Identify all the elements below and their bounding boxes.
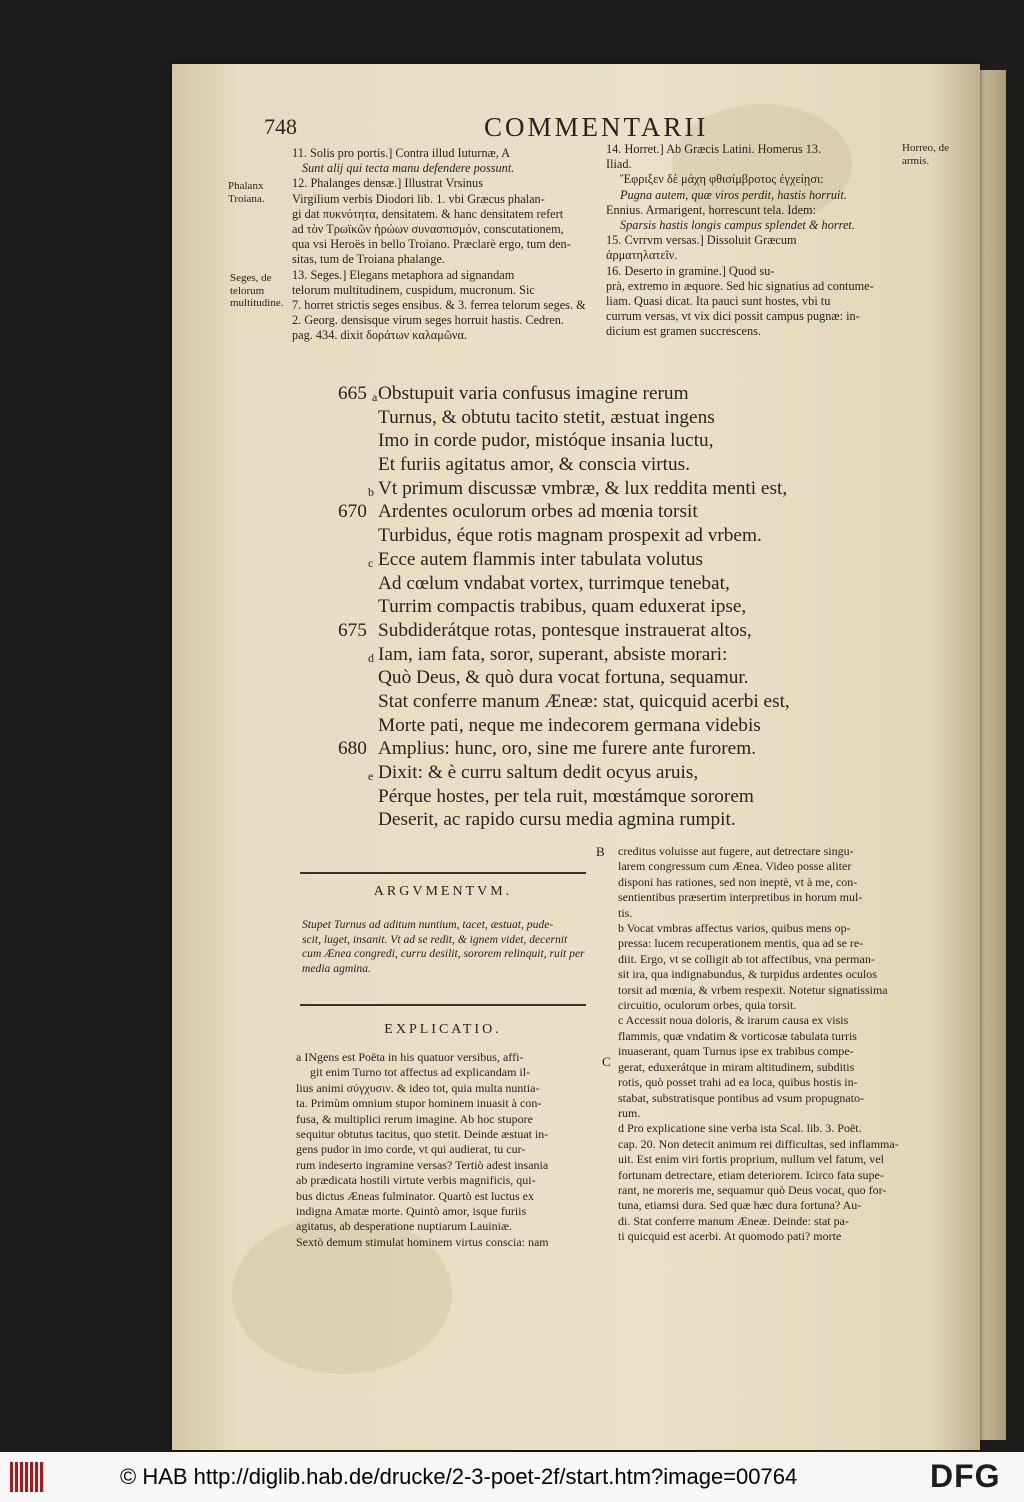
- explicatio-line: a INgens est Poëta in his quatuor versibus, affi-: [296, 1050, 524, 1064]
- verse-text: Ardentes oculorum orbes ad mœnia torsit: [378, 501, 698, 523]
- verse-text: Deserit, ac rapido cursu media agmina rumpit.: [378, 809, 736, 831]
- explicatio-title: EXPLICATIO.: [384, 1022, 502, 1037]
- verse-text: Vt primum discussæ vmbræ, & lux reddita menti est,: [378, 477, 788, 499]
- verse-text: Ecce autem flammis inter tabulata volutus: [378, 548, 703, 570]
- margin-note-phalanx: Phalanx Troiana.: [228, 180, 265, 205]
- page-number: 748: [264, 114, 297, 139]
- right-column-line: gerat, eduxerátque in miram altitudinem, subditis: [618, 1059, 855, 1074]
- note-line: 11. Solis pro portis.] Contra illud Iuturnæ, A: [292, 146, 511, 160]
- explicatio-line: sequitur obtutus tacitus, quo stetit. Deinde æstuat in-: [296, 1127, 549, 1142]
- note-line: 16. Deserto in gramine.] Quod su-: [606, 263, 775, 278]
- verse-number: 680: [338, 738, 367, 760]
- note-line: Iliad.: [606, 157, 632, 172]
- right-column-line: rotis, quò posset trahi ad ea loca, quibus hostis in-: [618, 1075, 858, 1090]
- explicatio-line: git enim Turno tot affectus ad explicandam il-: [310, 1065, 531, 1080]
- right-column-line: fortunam detrectare, etiam deteriorem. Icirco fata supe-: [618, 1167, 884, 1182]
- hab-logo-icon: [10, 1462, 44, 1492]
- argumentum-line: cum Ænea congredi, curru desilit, sororem relinquit, ruit per: [302, 947, 585, 960]
- rule-top: [300, 872, 586, 874]
- explicatio-line: fusa, & multiplici rerum imagine. Ab hoc stupore: [296, 1111, 533, 1126]
- note-line: pag. 434. dixit δοράτων καλαμῶνα.: [292, 328, 468, 343]
- right-column-line: torsit ad mœnia, & vrbem respexit. Notetur signatissima: [618, 982, 888, 997]
- right-column: [618, 844, 899, 1245]
- argumentum-line: Stupet Turnus ad aditum nuntium, tacet, æstuat, pude-: [302, 918, 554, 931]
- explicatio-line: gens pudor in imo corde, vt qui audierat, tu cur-: [296, 1142, 526, 1157]
- note-line: telorum multitudinem, cuspidum, mucronum. Sic: [292, 282, 535, 297]
- verse-number: 670: [338, 501, 367, 523]
- margin-note-horreo: Horreo, de armis.: [902, 142, 950, 167]
- explicatio-line: ab prædicata hostili virtute verbis magnificis, qui-: [296, 1173, 536, 1188]
- note-line: 15. Cvrrvm versas.] Dissoluit Græcum: [606, 233, 797, 248]
- note-line: 7. horret strictis seges ensibus. & 3. ferrea telorum seges. &: [292, 298, 586, 313]
- right-column-line: uit. Est enim viri fortis proprium, nullum vel fatum, vel: [618, 1152, 884, 1167]
- column-letter-b: B: [596, 844, 605, 859]
- footer-bar: [0, 1452, 1024, 1502]
- explicatio-text: [296, 1050, 549, 1250]
- verse-text: Turbidus, éque rotis magnam prospexit ad vrbem.: [378, 525, 762, 547]
- note-line: 2. Georg. densisque virum seges horruit hastis. Cedren.: [292, 313, 564, 328]
- explicatio-line: bus dictus Æneas fulminator. Quartò est luctus ex: [296, 1188, 534, 1203]
- argumentum-title: ARGVMENTVM.: [373, 884, 513, 899]
- verse-text: Et furiis agitatus amor, & conscia virtus.: [378, 454, 690, 476]
- running-head: COMMENTARII: [484, 112, 709, 142]
- verse-text: Dixit: & è curru saltum dedit ocyus aruis,: [378, 762, 699, 783]
- note-line: qua vsi Heroës in bello Troiano. Præclarè ergo, tum den-: [292, 237, 571, 252]
- right-column-line: sit ira, qua indignabundus, & turpidus ardentes oculos: [618, 967, 877, 982]
- right-column-line: sentientibus præsertim interpretibus in horum mul-: [618, 890, 863, 905]
- verse-text: Turrim compactis trabibus, quam eduxerat ipse,: [378, 596, 747, 618]
- right-column-line: diit. Ergo, vt se colligit ab tot affectibus, vna perman-: [618, 951, 875, 966]
- note-line: gi dat πυκνότητα, densitatem. & hanc densitatem refert: [292, 206, 564, 221]
- verse-text: Subdiderátque rotas, pontesque instrauerat altos,: [378, 619, 752, 641]
- right-column-line: ti quicquid est acerbi. At quomodo pati? morte: [618, 1229, 842, 1244]
- right-column-line: cap. 20. Non detecit animum rei difficultas, sed inflamma-: [618, 1136, 899, 1151]
- note-line: ἁρματηλατεῖν.: [606, 248, 678, 263]
- right-column-line: b Vocat vmbras affectus varios, quibus mens op-: [618, 921, 851, 936]
- margin-note-seges: Seges, de telorum multitudine.: [230, 272, 284, 310]
- column-letter-c: C: [602, 1054, 611, 1069]
- note-line: Sparsis hastis longis campus splendet & horret.: [620, 218, 855, 233]
- note-line: dicium est gramen succrescens.: [606, 324, 762, 339]
- right-column-line: disponi has rationes, sed non ineptè, vt à me, con-: [618, 874, 858, 889]
- verse-text: Quò Deus, & quò dura vocat fortuna, sequamur.: [378, 667, 749, 689]
- note-line: currum versas, vt vix dici possit campus pugnæ: in-: [606, 309, 860, 324]
- right-column-line: pressa: lucem recuperationem mentis, qua ad se re-: [618, 936, 864, 951]
- note-line: ad τὸν Τρωϊκῶν ἡρώων συνασπισμόν, conscutationem,: [292, 222, 564, 237]
- explicatio-line: Sextò demum stimulat hominem virtus conscia: nam: [296, 1234, 549, 1249]
- verse-note-letter: d: [368, 650, 374, 665]
- right-column-line: c Accessit noua doloris, & irarum causa ex visis: [618, 1013, 849, 1028]
- note-line: 14. Horret.] Ab Græcis Latini. Homerus 13.: [606, 142, 822, 156]
- left-notes: [292, 146, 586, 344]
- verse-note-letter: b: [368, 484, 374, 499]
- note-line: sitas, tum de Troiana phalange.: [292, 252, 446, 267]
- verse-text: Morte pati, neque me indecorem germana videbis: [378, 714, 761, 736]
- right-column-line: di. Stat conferre manum Æneæ. Deinde: stat pa-: [618, 1213, 849, 1228]
- verse-text: Imo in corde pudor, mistóque insania luctu,: [378, 430, 714, 452]
- verse-number: 675: [338, 619, 367, 641]
- explicatio-line: ta. Primùm omnium stupor hominem inuasit à con-: [296, 1096, 542, 1111]
- note-line: prà, extremo in æquore. Sed hic signatius ad contume-: [606, 278, 874, 293]
- right-column-line: tis.: [618, 905, 633, 920]
- argumentum-line: scit, luget, insanit. Vt ad se redit, & ignem videt, decernit: [302, 932, 568, 946]
- footer-link[interactable]: © HAB http://diglib.hab.de/drucke/2-3-poet-2f/start.htm?image=00764: [120, 1464, 798, 1489]
- verse-text: Turnus, & obtutu tacito stetit, æstuat ingens: [378, 406, 715, 428]
- verse-text: Iam, iam fata, soror, superant, absiste morari:: [378, 643, 728, 665]
- verse-text: Pérque hostes, per tela ruit, mœstámque sororem: [378, 785, 754, 807]
- note-line: 13. Seges.] Elegans metaphora ad signandam: [292, 267, 515, 282]
- note-line: liam. Quasi dicat. Ita pauci sunt hostes, vbi tu: [606, 294, 831, 309]
- right-column-line: stabat, substratisque pontibus ad vsum propugnato-: [618, 1090, 864, 1105]
- verse-text: Stat conferre manum Æneæ: stat, quicquid acerbi est,: [378, 690, 790, 712]
- right-column-line: rant, ne moreris me, sequamur quò Deus vocat, quo for-: [618, 1182, 887, 1197]
- note-line: Ennius. Armarigent, horrescunt tela. Idem:: [606, 202, 817, 217]
- verse-text: Ad cœlum vndabat vortex, turrimque tenebat,: [378, 572, 730, 594]
- right-column-line: d Pro explicatione sine verba ista Scal. lib. 3. Poët.: [618, 1121, 862, 1136]
- right-column-line: tuna, etiamsi dura. Sed quæ hæc dura fortuna? Au-: [618, 1198, 862, 1213]
- dfg-logo: DFG: [930, 1458, 1001, 1494]
- right-column-line: larem congressum cum Ænea. Video posse aliter: [618, 859, 852, 874]
- right-notes: [606, 142, 874, 340]
- book-page: [172, 64, 980, 1450]
- explicatio-line: indigna Amatæ morte. Quintò amor, isque furiis: [296, 1204, 527, 1219]
- verse-note-letter: e: [368, 769, 374, 783]
- argumentum-text: [302, 918, 588, 976]
- explicatio-line: lius animi σύγχυσιν. & ideo tot, quia multa nuntia-: [296, 1080, 540, 1095]
- argumentum-line: media agmina.: [302, 961, 371, 975]
- note-line: Sunt alij qui tecta manu defendere possunt.: [302, 161, 515, 176]
- right-column-line: flammis, quæ vndatim & vorticosæ tabulata turris: [618, 1028, 857, 1043]
- explicatio-line: agitatus, ab desperatione nuptiarum Lauiniæ.: [296, 1219, 512, 1234]
- verse-note-letter: a: [372, 390, 378, 404]
- rule-bottom: [300, 1004, 586, 1006]
- verse-number: 665: [338, 383, 367, 404]
- book-edge: [980, 70, 1006, 1440]
- note-line: 12. Phalanges densæ.] Illustrat Vrsinus: [292, 176, 483, 191]
- verse-text: Amplius: hunc, oro, sine me furere ante furorem.: [378, 738, 757, 760]
- verse-text: Obstupuit varia confusus imagine rerum: [378, 383, 689, 404]
- right-column-line: circuitio, oculorum orbes, quia torsit.: [618, 998, 797, 1013]
- right-column-line: creditus voluisse aut fugere, aut detrectare singu-: [618, 844, 854, 858]
- right-column-line: rum.: [618, 1105, 641, 1120]
- right-column-line: inuaserant, quam Turnus ipse ex trabibus compe-: [618, 1044, 854, 1059]
- verse-note-letter: c: [368, 555, 374, 570]
- note-line: Virgilium verbis Diodori lib. 1. vbi Græcus phalan-: [292, 191, 545, 206]
- note-line: Ἔφριξεν δὲ μάχη φθισίμβροτος ἐγχείῃσι:: [620, 172, 824, 187]
- explicatio-line: rum indeserto ingramine versas? Tertiò adest insania: [296, 1157, 549, 1172]
- note-line: Pugna autem, quæ viros perdit, hastis horruit.: [620, 187, 847, 202]
